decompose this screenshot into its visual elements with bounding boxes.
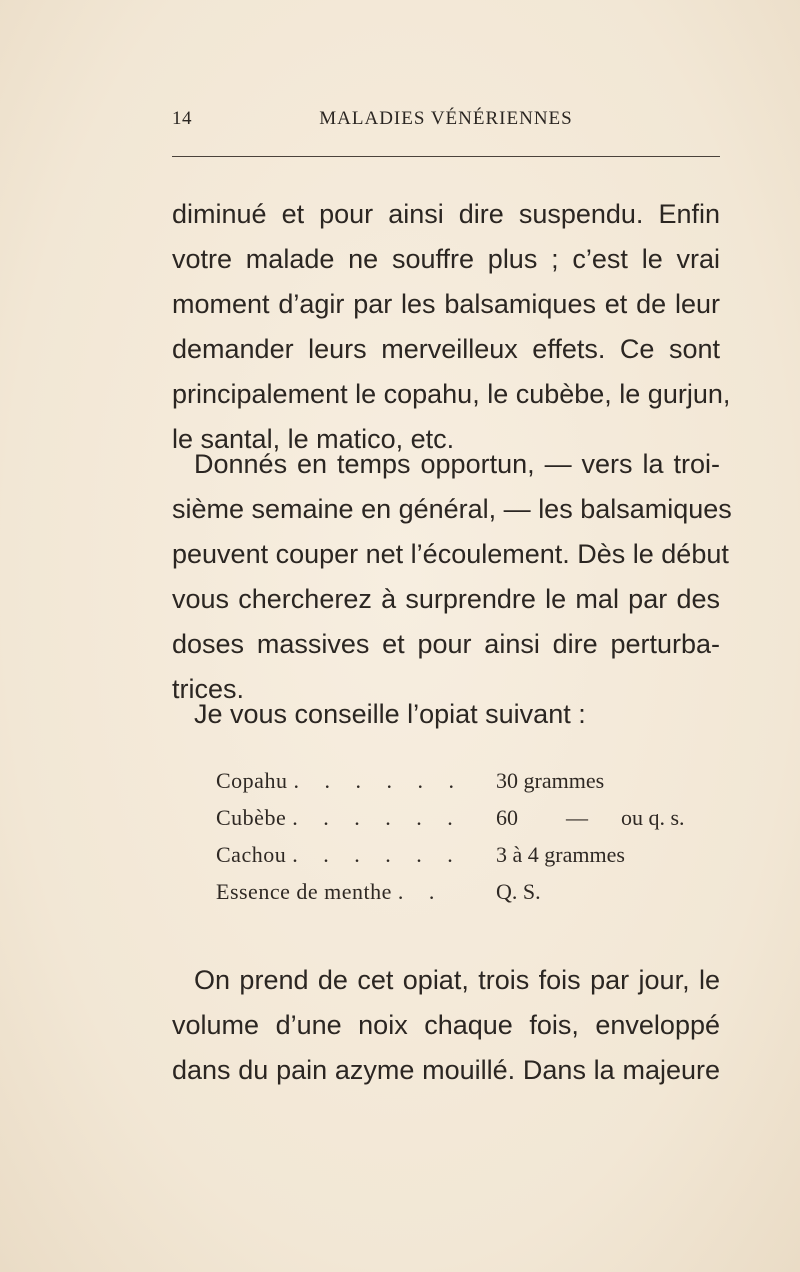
running-title: MALADIES VÉNÉRIENNES xyxy=(319,108,573,129)
text-line: doses massives et pour ainsi dire perturba- xyxy=(172,629,720,659)
recipe-row xyxy=(216,836,716,873)
paragraph-2 xyxy=(172,442,732,712)
text-line: principalement le copahu, le cubèbe, le gurjun, xyxy=(172,379,731,409)
ingredient-quantity: 60 xyxy=(496,805,518,830)
text-line: trices. xyxy=(172,674,245,704)
ingredient-name: Cubèbe . . . . . . xyxy=(216,805,463,830)
ingredient-note: ou q. s. xyxy=(621,805,685,830)
text-line: sième semaine en général, — les balsamiques xyxy=(172,494,732,524)
ingredient-name: Cachou . . . . . . xyxy=(216,842,463,867)
page-number: 14 xyxy=(172,108,192,129)
recipe-table xyxy=(216,762,716,910)
paragraph-4 xyxy=(172,958,720,1093)
text-line: peuvent couper net l’écoulement. Dès le début xyxy=(172,539,729,569)
running-header xyxy=(172,108,720,134)
ingredient-name: Copahu . . . . . . xyxy=(216,768,464,793)
ingredient-quantity: Q. S. xyxy=(496,879,541,904)
recipe-row xyxy=(216,762,716,799)
header-rule xyxy=(172,156,720,157)
text-line: diminué et pour ainsi dire suspendu. Enfin xyxy=(172,199,720,229)
recipe-row xyxy=(216,873,716,910)
text-line: vous chercherez à surprendre le mal par des xyxy=(172,584,720,614)
paragraph-1 xyxy=(172,192,731,462)
text-line: le santal, le matico, etc. xyxy=(172,424,455,454)
ingredient-name: Essence de menthe . . xyxy=(216,879,445,904)
ingredient-quantity: 3 à 4 grammes xyxy=(496,842,625,867)
text-line: dans du pain azyme mouillé. Dans la majeure xyxy=(172,1055,720,1085)
ingredient-quantity: 30 grammes xyxy=(496,768,605,793)
text-line: demander leurs merveilleux effets. Ce sont xyxy=(172,334,720,364)
recipe-row xyxy=(216,799,716,836)
text-line: volume d’une noix chaque fois, enveloppé xyxy=(172,1010,720,1040)
ingredient-dash: — xyxy=(566,805,588,830)
text-line: moment d’agir par les balsamiques et de leur xyxy=(172,289,720,319)
text-line: votre malade ne souffre plus ; c’est le vrai xyxy=(172,244,720,274)
text-line: On prend de cet opiat, trois fois par jour, le xyxy=(194,965,720,995)
paragraph-3 xyxy=(172,692,720,737)
text-line: Je vous conseille l’opiat suivant : xyxy=(194,699,586,729)
text-line: Donnés en temps opportun, — vers la troi- xyxy=(194,449,720,479)
